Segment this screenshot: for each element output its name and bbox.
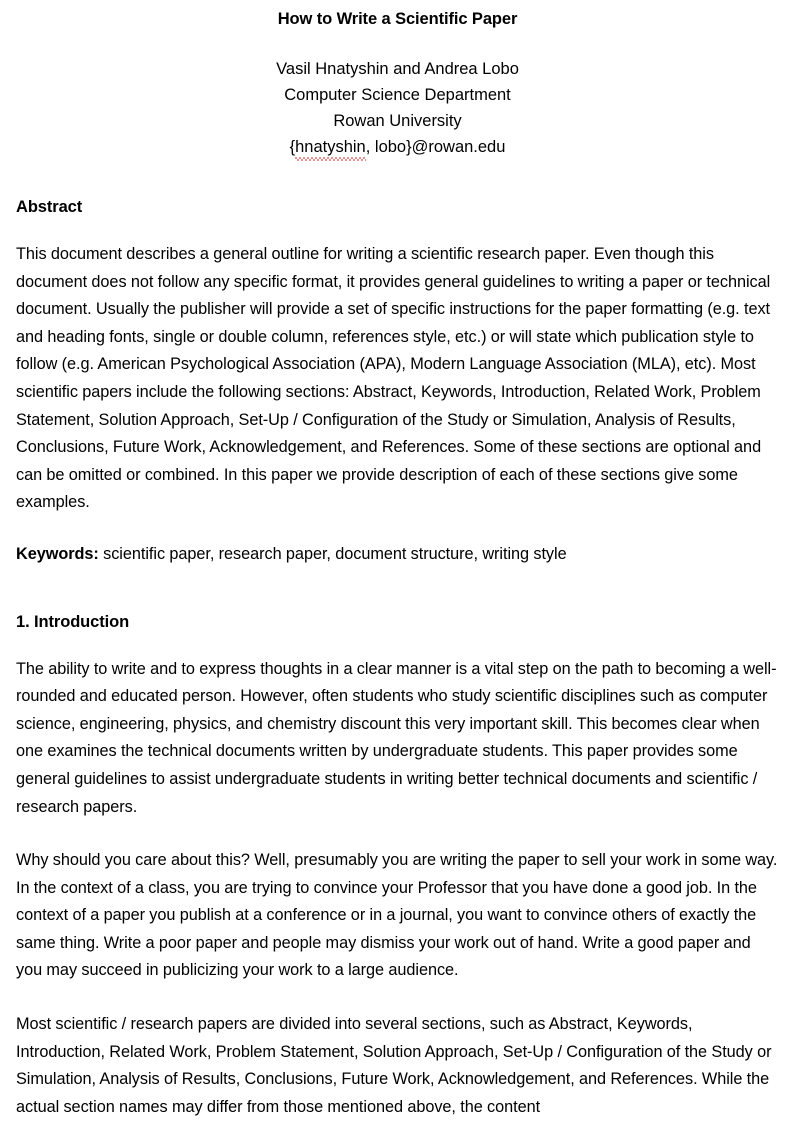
author-email <box>16 134 779 161</box>
author-department: Computer Science Department <box>284 86 511 104</box>
abstract-heading: Abstract <box>16 198 83 216</box>
spellcheck-misspelled-word: hnatyshin <box>295 134 366 161</box>
abstract-paragraph: This document describes a general outline for writing a scientific research paper. Even though this document does not follow any specific format, it provides general guidelines to writing a paper or technical document. Usually the publisher will provide a set of specific instructions for the paper formatting (e.g. text and heading fonts, single or double column, references style, etc.) or will state which publication style to follow (e.g. American Psychological Association (APA), Modern Language Association (MLA), etc). Most scientific papers include the following sections: Abstract, Keywords, Introduction, Related Work, Problem Statement, Solution Approach, Set-Up / Configuration of the Study or Simulation, Analysis of Results, Conclusions, Future Work, Acknowledgement, and References. Some of these sections are optional and can be omitted or combined. In this paper we provide description of each of these sections give some examples. <box>16 245 771 512</box>
spacer <box>16 219 779 241</box>
introduction-paragraph-2: Why should you care about this? Well, presumably you are writing the paper to sell your work in some way. In the context of a class, you are trying to convince your Professor that you have done a good job. In the context of a paper you publish at a conference or in a journal, you want to convince others of exactly the same thing. Write a poor paper and people may dismiss your work out of hand. Write a good paper and you may succeed in publicizing your work to a large audience. <box>16 851 778 980</box>
keywords-line <box>16 541 779 569</box>
spacer <box>16 821 779 847</box>
author-institution: Rowan University <box>333 112 462 130</box>
introduction-heading: 1. Introduction <box>16 612 130 631</box>
page-title: How to Write a Scientific Paper <box>277 10 518 28</box>
author-block <box>16 33 779 161</box>
spacer <box>16 985 779 1011</box>
keywords-label: Keywords: <box>16 544 99 563</box>
spacer <box>16 634 779 656</box>
spacer <box>16 569 779 610</box>
author-names: Vasil Hnatyshin and Andrea Lobo <box>276 60 519 78</box>
spacer <box>16 161 779 195</box>
keywords-values: scientific paper, research paper, document structure, writing style <box>98 544 567 563</box>
introduction-paragraph-3: Most scientific / research papers are divided into several sections, such as Abstract, Keywords, Introduction, Related Work, Problem Statement, Solution Approach, Set-Up / Configuration of the Study or Simulation, Analysis of Results, Conclusions, Future Work, Acknowledgement, and References. While the actual section names may differ from those mentioned above, the content <box>16 1015 772 1116</box>
email-open-brace: { <box>289 138 296 156</box>
introduction-paragraph-1: The ability to write and to express thoughts in a clear manner is a vital step on the path to becoming a well-rounded and educated person. However, often students who study scientific disciplines such as computer science, engineering, physics, and chemistry discount this very important skill. This becomes clear when one examines the technical documents written by undergraduate students. This paper provides some general guidelines to assist undergraduate students in writing better technical documents and scientific / research papers. <box>16 659 777 816</box>
spacer <box>16 517 779 541</box>
email-remainder: , lobo}@rowan.edu <box>365 138 506 156</box>
